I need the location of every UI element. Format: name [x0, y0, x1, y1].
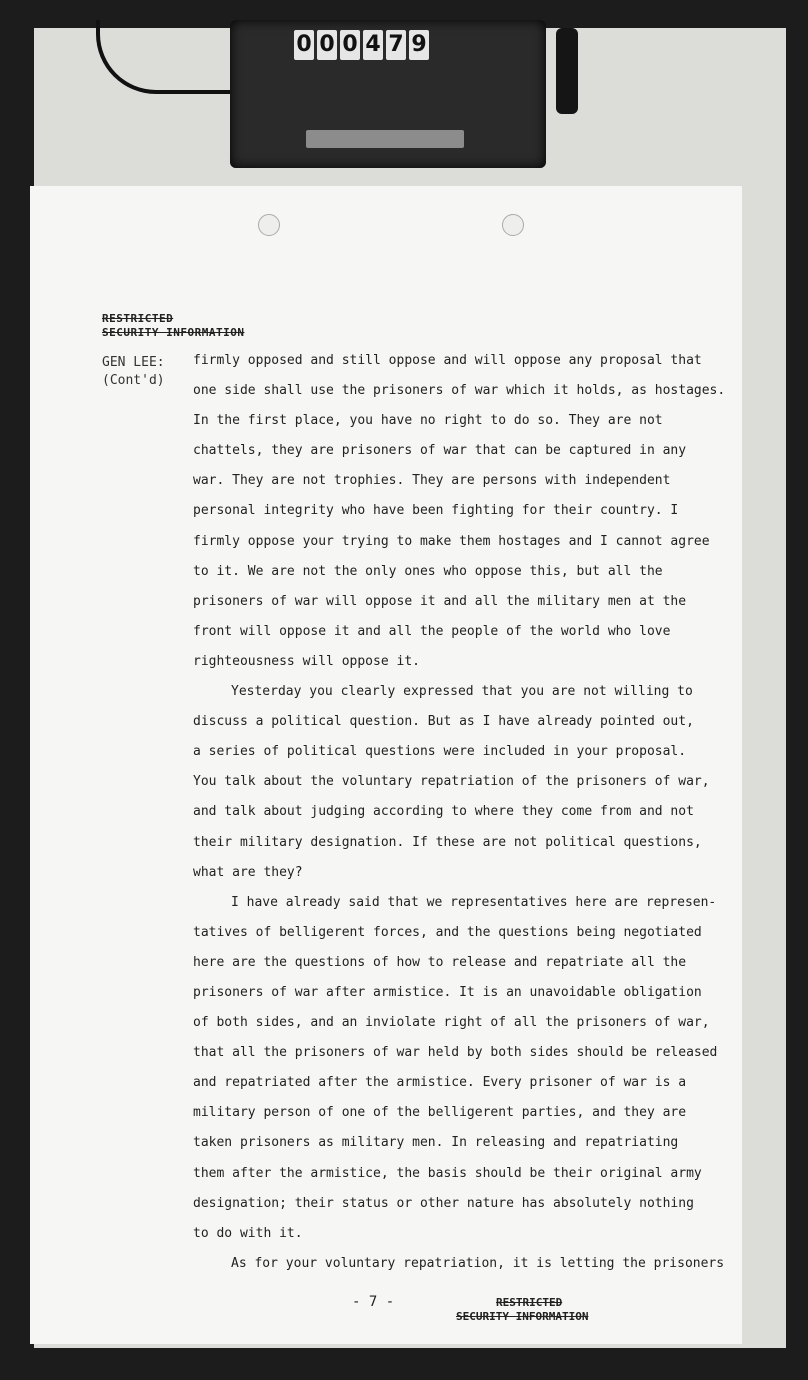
text-line: a series of political questions were included in your proposal. — [193, 744, 687, 760]
text-line: taken prisoners as military men. In releasing and repatriating — [193, 1135, 679, 1151]
text-line: here are the questions of how to release and repatriate all the — [193, 954, 687, 970]
counter-digit: 0 — [294, 30, 314, 60]
counter-nameplate — [306, 130, 464, 148]
page-number: - 7 - — [352, 1294, 395, 1310]
frame-counter-digits — [294, 30, 429, 60]
text-line: of both sides, and an inviolate right of all the prisoners of war, — [193, 1015, 710, 1031]
punch-hole — [258, 214, 280, 236]
speaker-label: GEN LEE: (Cont'd) — [102, 355, 165, 388]
text-line: tatives of belligerent forces, and the questions being negotiated — [193, 924, 702, 940]
text-line: and repatriated after the armistice. Every prisoner of war is a — [193, 1075, 687, 1091]
text-line: to it. We are not the only ones who oppose this, but all the — [193, 563, 663, 579]
counter-digit: 9 — [409, 30, 429, 60]
document-page — [30, 186, 742, 1344]
text-line: firmly oppose your trying to make them hostages and I cannot agree — [193, 533, 710, 549]
text-line: what are they? — [193, 864, 303, 880]
text-line: I have already said that we representatives here are represen- — [231, 894, 717, 910]
security-marking-bottom: SECURITY INFORMATION — [456, 1310, 589, 1323]
security-marking-top: SECURITY INFORMATION — [102, 326, 245, 339]
counter-digit: 4 — [363, 30, 383, 60]
text-line: prisoners of war after armistice. It is an unavoidable obligation — [193, 984, 702, 1000]
text-line: designation; their status or other nature has absolutely nothing — [193, 1195, 694, 1211]
text-line: Yesterday you clearly expressed that you are not willing to — [231, 684, 693, 700]
text-line: their military designation. If these are not political questions, — [193, 834, 702, 850]
counter-digit: 0 — [317, 30, 337, 60]
text-line: prisoners of war will oppose it and all the military men at the — [193, 593, 687, 609]
counter-digit: 7 — [386, 30, 406, 60]
classification-marking-bottom: RESTRICTED — [496, 1296, 563, 1309]
text-line: them after the armistice, the basis should be their original army — [193, 1165, 702, 1181]
text-line: As for your voluntary repatriation, it is letting the prisoners — [231, 1255, 725, 1271]
text-line: righteousness will oppose it. — [193, 653, 420, 669]
text-line: You talk about the voluntary repatriation of the prisoners of war, — [193, 774, 710, 790]
transcript-body — [193, 346, 726, 1279]
text-line: one side shall use the prisoners of war which it holds, as hostages. — [193, 383, 726, 399]
text-line: discuss a political question. But as I have already pointed out, — [193, 714, 694, 730]
counter-digit: 0 — [340, 30, 360, 60]
text-line: chattels, they are prisoners of war that can be captured in any — [193, 443, 687, 459]
classification-marking-top: RESTRICTED — [102, 312, 174, 325]
text-line: personal integrity who have been fighting for their country. I — [193, 503, 679, 519]
text-line: front will oppose it and all the people of the world who love — [193, 623, 671, 639]
text-line: In the first place, you have no right to do so. They are not — [193, 413, 663, 429]
text-line: military person of one of the belligerent parties, and they are — [193, 1105, 687, 1121]
text-line: and talk about judging according to where they come from and not — [193, 804, 694, 820]
punch-hole — [502, 214, 524, 236]
text-line: firmly opposed and still oppose and will oppose any proposal that — [193, 353, 702, 368]
counter-knob — [556, 28, 578, 114]
text-line: war. They are not trophies. They are persons with independent — [193, 473, 671, 489]
text-line: to do with it. — [193, 1225, 303, 1241]
text-line: that all the prisoners of war held by both sides should be released — [193, 1045, 718, 1061]
